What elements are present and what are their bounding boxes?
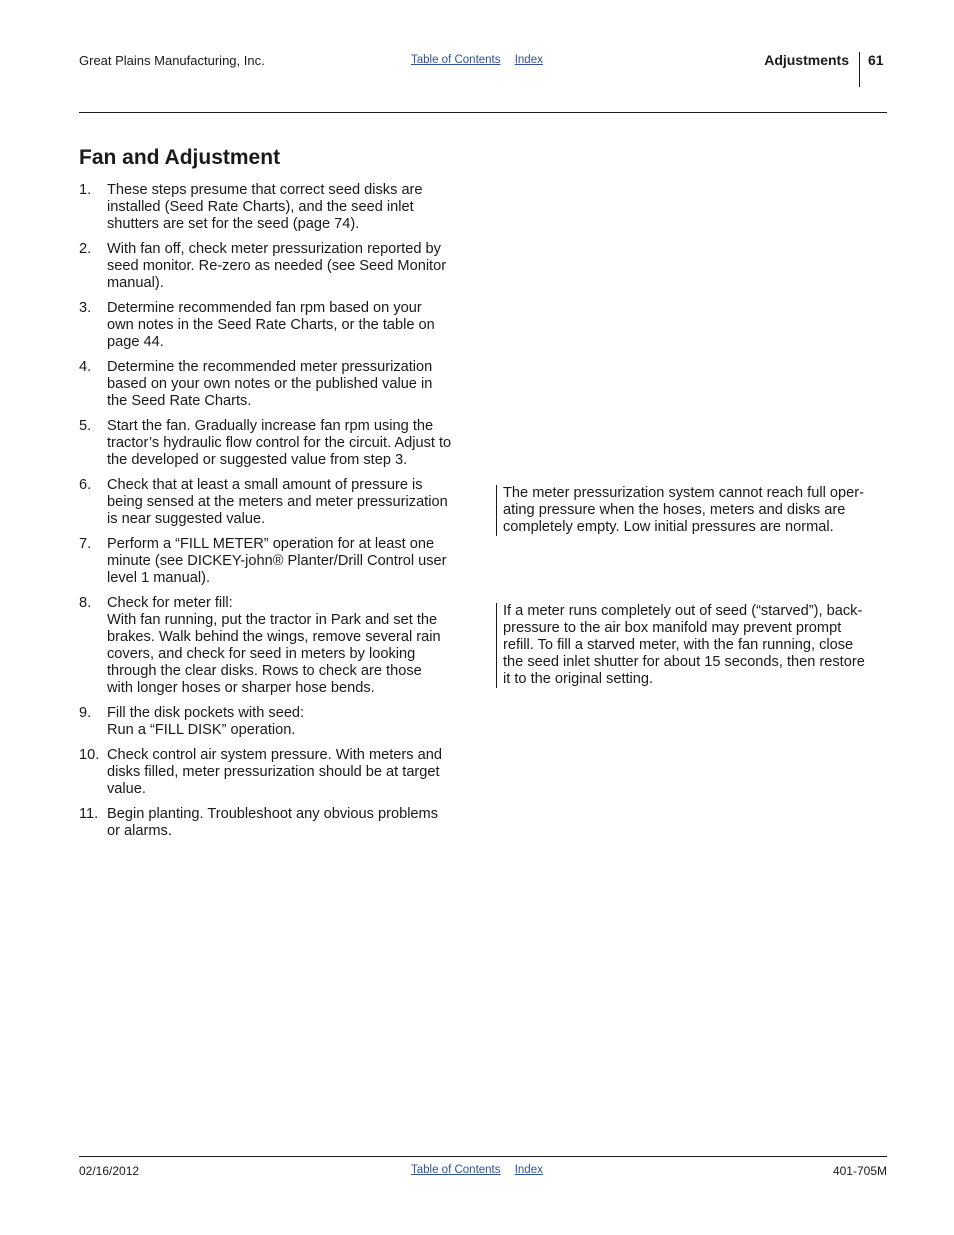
step-line: with longer hoses or sharper hose bends. (107, 680, 375, 696)
step-line: These steps presume that correct seed disks are (107, 182, 423, 198)
note-line: pressure to the air box manifold may prevent prompt (503, 620, 842, 636)
step-line: own notes in the Seed Rate Charts, or the table on (107, 317, 435, 333)
page-title: Fan and Adjustment (79, 146, 281, 169)
section-title: Adjustments (764, 52, 849, 68)
step-line: the Seed Rate Charts. (107, 393, 252, 409)
step-line: With fan off, check meter pressurization reported by (107, 241, 441, 257)
step-number: 1. (79, 182, 92, 198)
step-number: 8. (79, 595, 92, 611)
note-line: refill. To fill a starved meter, with the fan running, close (503, 637, 854, 653)
step-line: tractor’s hydraulic flow control for the circuit. Adjust to (107, 435, 452, 451)
footer-index-link[interactable]: Index (514, 1164, 543, 1176)
step-number: 2. (79, 241, 92, 257)
step-number: 5. (79, 418, 92, 434)
step-line: Begin planting. Troubleshoot any obvious problems (107, 806, 439, 822)
list-item (79, 182, 471, 233)
step-text (107, 806, 471, 840)
footer-date: 02/16/2012 (79, 1164, 140, 1178)
step-line: through the clear disks. Rows to check are those (107, 663, 422, 679)
step-line: being sensed at the meters and meter pressurization (107, 494, 448, 510)
step-number: 7. (79, 536, 92, 552)
step-line: Check that at least a small amount of pressure is (107, 477, 423, 493)
step-line: level 1 manual). (107, 570, 211, 586)
list-item (79, 747, 471, 798)
step-number: 6. (79, 477, 92, 493)
step-line: Determine the recommended meter pressurization (107, 359, 433, 375)
step-line: disks filled, meter pressurization should be at target (107, 764, 440, 780)
note-line: it to the original setting. (503, 671, 654, 687)
list-item (79, 300, 471, 351)
note-line: The meter pressurization system cannot reach full oper- (503, 485, 864, 501)
step-line: brakes. Walk behind the wings, remove several rain (107, 629, 441, 645)
step-text (107, 705, 471, 739)
step-number: 10. (79, 747, 100, 763)
step-line: or alarms. (107, 823, 172, 839)
step-number: 3. (79, 300, 92, 316)
step-text (107, 747, 471, 798)
note-line: completely empty. Low initial pressures are normal. (503, 519, 834, 535)
step-line: Check for meter fill: (107, 595, 233, 611)
list-item (79, 595, 471, 697)
step-line: value. (107, 781, 146, 797)
header-rule (79, 112, 887, 113)
step-line: Check control air system pressure. With meters and (107, 747, 442, 763)
step-line: page 44. (107, 334, 164, 350)
note-line: ating pressure when the hoses, meters and disks are (503, 502, 846, 518)
step-line: With fan running, put the tractor in Park and set the (107, 612, 438, 628)
step-line: Start the fan. Gradually increase fan rpm using the (107, 418, 434, 434)
page-number-divider (859, 52, 860, 87)
header-index-link[interactable]: Index (514, 54, 543, 66)
step-number: 4. (79, 359, 92, 375)
step-text (107, 477, 471, 528)
side-note (496, 603, 898, 688)
step-line: is near suggested value. (107, 511, 266, 527)
header-toc-link[interactable]: Table of Contents (411, 54, 501, 66)
step-text (107, 595, 471, 697)
document-number: 401-705M (832, 1164, 887, 1178)
list-item (79, 359, 471, 410)
step-line: the developed or suggested value from step 3. (107, 452, 408, 468)
step-text (107, 536, 471, 587)
step-text (107, 300, 471, 351)
step-text (107, 241, 471, 292)
note-line: the seed inlet shutter for about 15 seconds, then restore (503, 654, 865, 670)
list-item (79, 705, 471, 739)
footer-nav (411, 1164, 554, 1176)
list-item (79, 477, 471, 528)
step-line: installed (Seed Rate Charts), and the seed inlet (107, 199, 414, 215)
page-number: 61 (868, 52, 884, 68)
side-note (496, 485, 898, 536)
step-text (107, 418, 471, 469)
step-line: Run a “FILL DISK” operation. (107, 722, 296, 738)
list-item (79, 806, 471, 840)
step-line: Determine recommended fan rpm based on your (107, 300, 422, 316)
header-nav (411, 54, 554, 66)
step-line: seed monitor. Re-zero as needed (see Seed Monitor (107, 258, 447, 274)
steps-list (79, 182, 471, 848)
footer-rule (79, 1156, 887, 1157)
step-line: shutters are set for the seed (page 74). (107, 216, 360, 232)
step-line: minute (see DICKEY-john® Planter/Drill Control user (107, 553, 447, 569)
step-text (107, 182, 471, 233)
step-line: Perform a “FILL METER” operation for at least one (107, 536, 435, 552)
list-item (79, 536, 471, 587)
step-text (107, 359, 471, 410)
company-name: Great Plains Manufacturing, Inc. (79, 53, 265, 68)
step-line: manual). (107, 275, 164, 291)
step-line: based on your own notes or the published value in (107, 376, 433, 392)
step-line: Fill the disk pockets with seed: (107, 705, 305, 721)
step-number: 11. (79, 806, 99, 822)
list-item (79, 241, 471, 292)
footer-toc-link[interactable]: Table of Contents (411, 1164, 501, 1176)
list-item (79, 418, 471, 469)
step-number: 9. (79, 705, 92, 721)
step-line: covers, and check for seed in meters by looking (107, 646, 416, 662)
note-line: If a meter runs completely out of seed (“starved”), back- (503, 603, 863, 619)
